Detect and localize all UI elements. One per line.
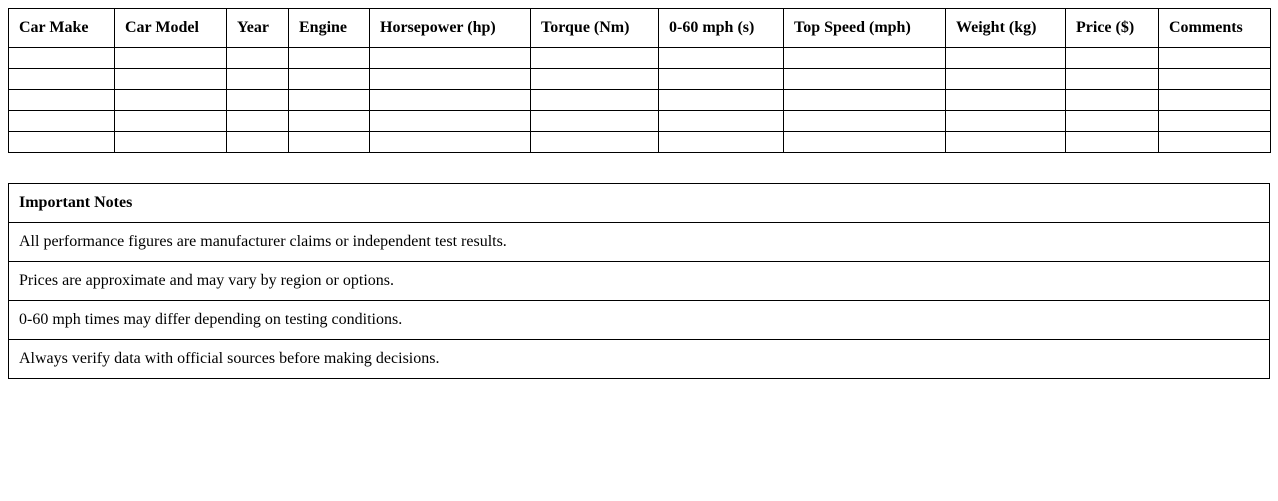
notes-title: Important Notes (9, 184, 1270, 223)
table-cell (115, 90, 227, 111)
important-notes-table (8, 183, 1270, 379)
table-cell (227, 132, 289, 153)
table-cell (1159, 111, 1271, 132)
table-cell (784, 69, 946, 90)
table-cell (659, 111, 784, 132)
table-cell (370, 111, 531, 132)
table-cell (531, 111, 659, 132)
table-cell (115, 111, 227, 132)
table-row (9, 132, 1271, 153)
header-torque: Torque (Nm) (531, 9, 659, 48)
table-cell (289, 111, 370, 132)
note-item: Prices are approximate and may vary by region or options. (9, 262, 1270, 301)
car-specs-table (8, 8, 1271, 153)
table-cell (370, 132, 531, 153)
table-cell (1066, 69, 1159, 90)
note-item: 0-60 mph times may differ depending on testing conditions. (9, 301, 1270, 340)
table-cell (784, 111, 946, 132)
notes-body (9, 223, 1270, 379)
table-cell (659, 48, 784, 69)
table-cell (9, 90, 115, 111)
note-row (9, 301, 1270, 340)
header-horsepower: Horsepower (hp) (370, 9, 531, 48)
table-cell (1159, 90, 1271, 111)
table-cell (1066, 132, 1159, 153)
table-cell (1066, 48, 1159, 69)
table-row (9, 90, 1271, 111)
table-cell (531, 132, 659, 153)
table-cell (9, 111, 115, 132)
table-cell (659, 132, 784, 153)
note-item: Always verify data with official sources before making decisions. (9, 340, 1270, 379)
header-comments: Comments (1159, 9, 1271, 48)
table-cell (1159, 132, 1271, 153)
page (8, 8, 1270, 379)
header-top-speed: Top Speed (mph) (784, 9, 946, 48)
note-row (9, 223, 1270, 262)
table-cell (946, 48, 1066, 69)
table-cell (115, 69, 227, 90)
header-price: Price ($) (1066, 9, 1159, 48)
table-cell (784, 90, 946, 111)
table-cell (1159, 48, 1271, 69)
note-item: All performance figures are manufacturer claims or independent test results. (9, 223, 1270, 262)
table-cell (227, 48, 289, 69)
table-cell (9, 69, 115, 90)
note-row (9, 262, 1270, 301)
notes-header-row (9, 184, 1270, 223)
table-cell (784, 132, 946, 153)
table-row (9, 111, 1271, 132)
table-header-row (9, 9, 1271, 48)
table-cell (289, 132, 370, 153)
table-body (9, 48, 1271, 153)
table-cell (1159, 69, 1271, 90)
table-cell (1066, 111, 1159, 132)
table-cell (227, 111, 289, 132)
table-cell (370, 90, 531, 111)
table-cell (946, 132, 1066, 153)
table-cell (115, 48, 227, 69)
table-row (9, 48, 1271, 69)
table-cell (1066, 90, 1159, 111)
header-year: Year (227, 9, 289, 48)
table-cell (531, 48, 659, 69)
table-cell (9, 132, 115, 153)
table-cell (946, 69, 1066, 90)
table-cell (370, 69, 531, 90)
header-engine: Engine (289, 9, 370, 48)
header-car-model: Car Model (115, 9, 227, 48)
table-cell (659, 69, 784, 90)
table-cell (289, 90, 370, 111)
note-row (9, 340, 1270, 379)
header-zero-to-sixty: 0-60 mph (s) (659, 9, 784, 48)
table-cell (227, 69, 289, 90)
table-cell (784, 48, 946, 69)
table-cell (659, 90, 784, 111)
table-cell (531, 90, 659, 111)
table-row (9, 69, 1271, 90)
header-car-make: Car Make (9, 9, 115, 48)
header-weight: Weight (kg) (946, 9, 1066, 48)
table-cell (946, 90, 1066, 111)
table-cell (289, 69, 370, 90)
table-cell (946, 111, 1066, 132)
table-cell (115, 132, 227, 153)
table-cell (289, 48, 370, 69)
table-cell (531, 69, 659, 90)
table-cell (9, 48, 115, 69)
table-cell (227, 90, 289, 111)
table-cell (370, 48, 531, 69)
